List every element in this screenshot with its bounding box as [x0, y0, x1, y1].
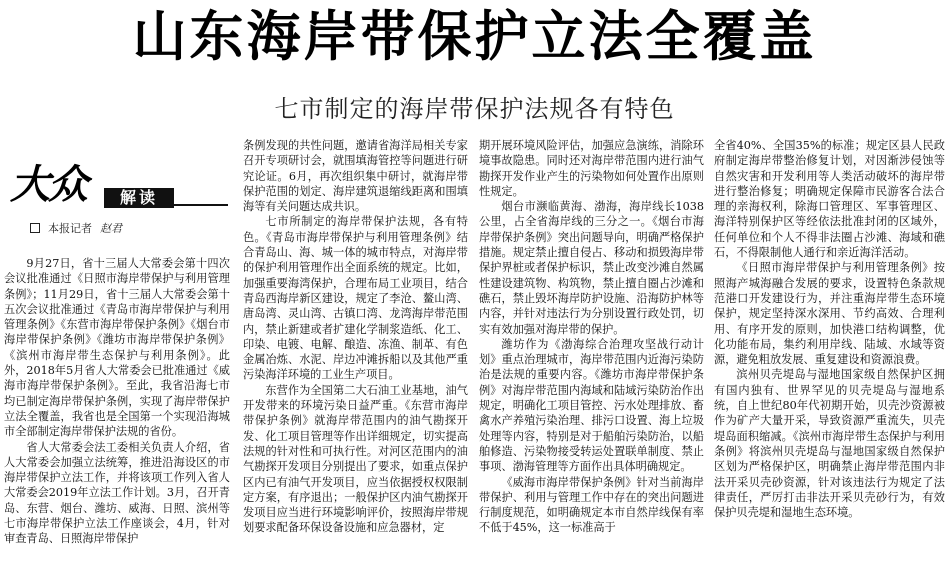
subheadline: 七市制定的海岸带保护法规各有特色	[274, 95, 675, 123]
article-column-4	[714, 138, 945, 572]
article-column-2	[243, 138, 468, 572]
paragraph: 省人大常委会法工委相关负责人介绍，省人大常委会加强立法统筹，推进沿海设区的市海岸带保护立法工作，并将该项工作列入省人大常委会2019年立法工作计划。3月，召开青岛、东营、烟台、潍坊、威海、日照、滨州等七市海岸带保护立法工作座谈会，4月，针对审查青岛、日照海岸带保护	[4, 440, 230, 546]
column-badge-label: 解读	[104, 188, 174, 208]
paragraph: 全省40%、全国35%的标准；规定区县人民政府制定海岸带整治修复计划，对因渐涉侵蚀等自然灾害和开发利用等人类活动破坏的海岸带进行整治修复；明确规定保障市民游客合法合理的亲海权利，除海口管理区、军事管理区、海洋特别保护区等经依法批准封闭的区域外，任何单位和个人不得非法圈占沙滩、海域和礁石，不得限制他人通行和亲近海洋活动。	[714, 139, 945, 260]
byline-author: 赵君	[100, 222, 122, 235]
paragraph: 9月27日，省十三届人大常委会第十四次会议批准通过《日照市海岸带保护与利用管理条例》；11月29日，省十三届人大常委会第十五次会议批准通过《青岛市海岸带保护与利用管理条例》《东营市海岸带保护条例》《烟台市海岸带保护条例》《潍坊市海岸带保护条例》《滨州市海岸带生态保护与利用条例》。此外，2018年5月省人大常委会已批准通过《威海市海岸带保护条例》。至此，我省沿海七市均已制定海岸带保护条例，实现了海岸带保护立法全覆盖，我省也是全国第一个实现沿海城市全部制定海岸带保护法规的省份。	[4, 257, 230, 439]
paragraph: 烟台市濒临黄海、渤海，海岸线长1038公里，占全省海岸线的三分之一。《烟台市海岸带保护条例》突出问题导向，明确严格保护措施。规定禁止擅自侵占、移动和损毁海岸带保护界桩或者保护标识，禁止改变沙滩自然属性建设建筑物、构筑物，禁止擅自圈占沙滩和礁石，禁止毁坏海岸防护设施、沿海防护林等内容，并针对违法行为分别设置行政处罚，切实有效加强对海岸带的保护。	[479, 200, 704, 336]
article-column-1	[4, 256, 230, 572]
paragraph: 潍坊作为《渤海综合治理攻坚战行动计划》重点治理城市，海岸带范围内近海污染防治是法规的重要内容。《潍坊市海岸带保护条例》对海岸带范围内海域和陆域污染防治作出规定，明确化工项目管控、污水处理排放、畜禽水产养殖污染治理、排污口设置、海上垃圾处理等内容，特别是对于船舶污染防治，以船舶修造、污染物接受转运处置联单制度、禁止事项、渤海管理等方面作出具体明确规定。	[479, 337, 704, 474]
paragraph: 《威海市海岸带保护条例》针对当前海岸带保护、利用与管理工作中存在的突出问题进行制度规范，如明确规定本市自然岸线保有率不低于45%，这一标准高于	[479, 475, 704, 535]
square-bullet-icon	[30, 223, 40, 233]
byline-prefix: 本报记者	[48, 222, 92, 235]
column-badge-calligraphy: 大众	[10, 161, 86, 208]
paragraph: 期开展环境风险评估，加强应急演练，消除环境事故隐患。同时还对海岸带范围内进行油气勘探开发作业产生的污染物如何处置作出原则性规定。	[479, 139, 704, 198]
article-column-3	[479, 138, 704, 572]
paragraph: 《日照市海岸带保护与利用管理条例》按照海产城海融合发展的要求，设置特色条款规范港口开发建设行为，并注重海岸带生态环境保护，规定坚持深水深用、节约高效、合理利用、有序开发的原则，加快港口结构调整，优化功能布局，集约利用岸线、陆域、水域等资源，避免粗放发展、重复建设和资源浪费。	[714, 261, 945, 367]
paragraph: 东营作为全国第二大石油工业基地，油气开发带来的环境污染日益严重。《东营市海岸带保护条例》就海岸带范围内的油气勘探开发、化工项目管理等作出详细规定，切实提高法规的针对性和可执行性。对河区范围内的油气勘探开发项目分别提出了要求，如重点保护区内已有油气开发项目，应当依据授权权限制定方案，有序退出；一般保护区内油气勘探开发项目应当进行环境影响评价，按照海岸带规划要求配备环保设备设施和应急器材，定	[243, 383, 468, 535]
column-badge-rule	[174, 204, 228, 206]
column-badge	[4, 158, 228, 212]
paragraph: 条例发现的共性问题，邀请省海洋局相关专家召开专项研讨会，就围填海管控等问题进行研究论证。6月，再次组织集中研讨，就海岸带保护范围的划定、海岸建筑退缩线距离和围填海等有关问题达成共识。	[243, 139, 468, 214]
byline	[30, 222, 122, 236]
headline: 山东海岸带保护立法全覆盖	[132, 5, 817, 68]
paragraph: 滨州贝壳堤岛与湿地国家级自然保护区拥有国内独有、世界罕见的贝壳堤岛与湿地系统，自上世纪80年代初期开始，贝壳沙资源被作为矿产大量开采，导致资源严重流失，贝壳堤岛面积缩减。《滨州市海岸带生态保护与利用条例》将滨州贝壳堤岛与湿地国家级自然保护区划为严格保护区，明确禁止海岸带范围内非法开采贝壳砂资源，针对该违法行为规定了法律责任，严厉打击非法开采贝壳砂行为，有效保护贝壳堤和湿地生态环境。	[714, 368, 945, 520]
paragraph: 七市所制定的海岸带保护法规，各有特色。《青岛市海岸带保护与利用管理条例》结合青岛山、海、城一体的城市特点，对海岸带的保护利用管理作出全面系统的规定。比如，加强重要海湾保护，合理布局工业项目，结合青岛西海岸新区建设，规定了李沧、鳌山湾、唐岛湾、灵山湾、古镇口湾、龙湾海岸带范围内，禁止新建或者扩建化学制浆造纸、化工、印染、电镀、电解、酿造、冻渔、制革、有色金属冶炼、水泥、岸边冲滩拆船以及其他严重污染海洋环境的工业生产项目。	[243, 215, 468, 382]
